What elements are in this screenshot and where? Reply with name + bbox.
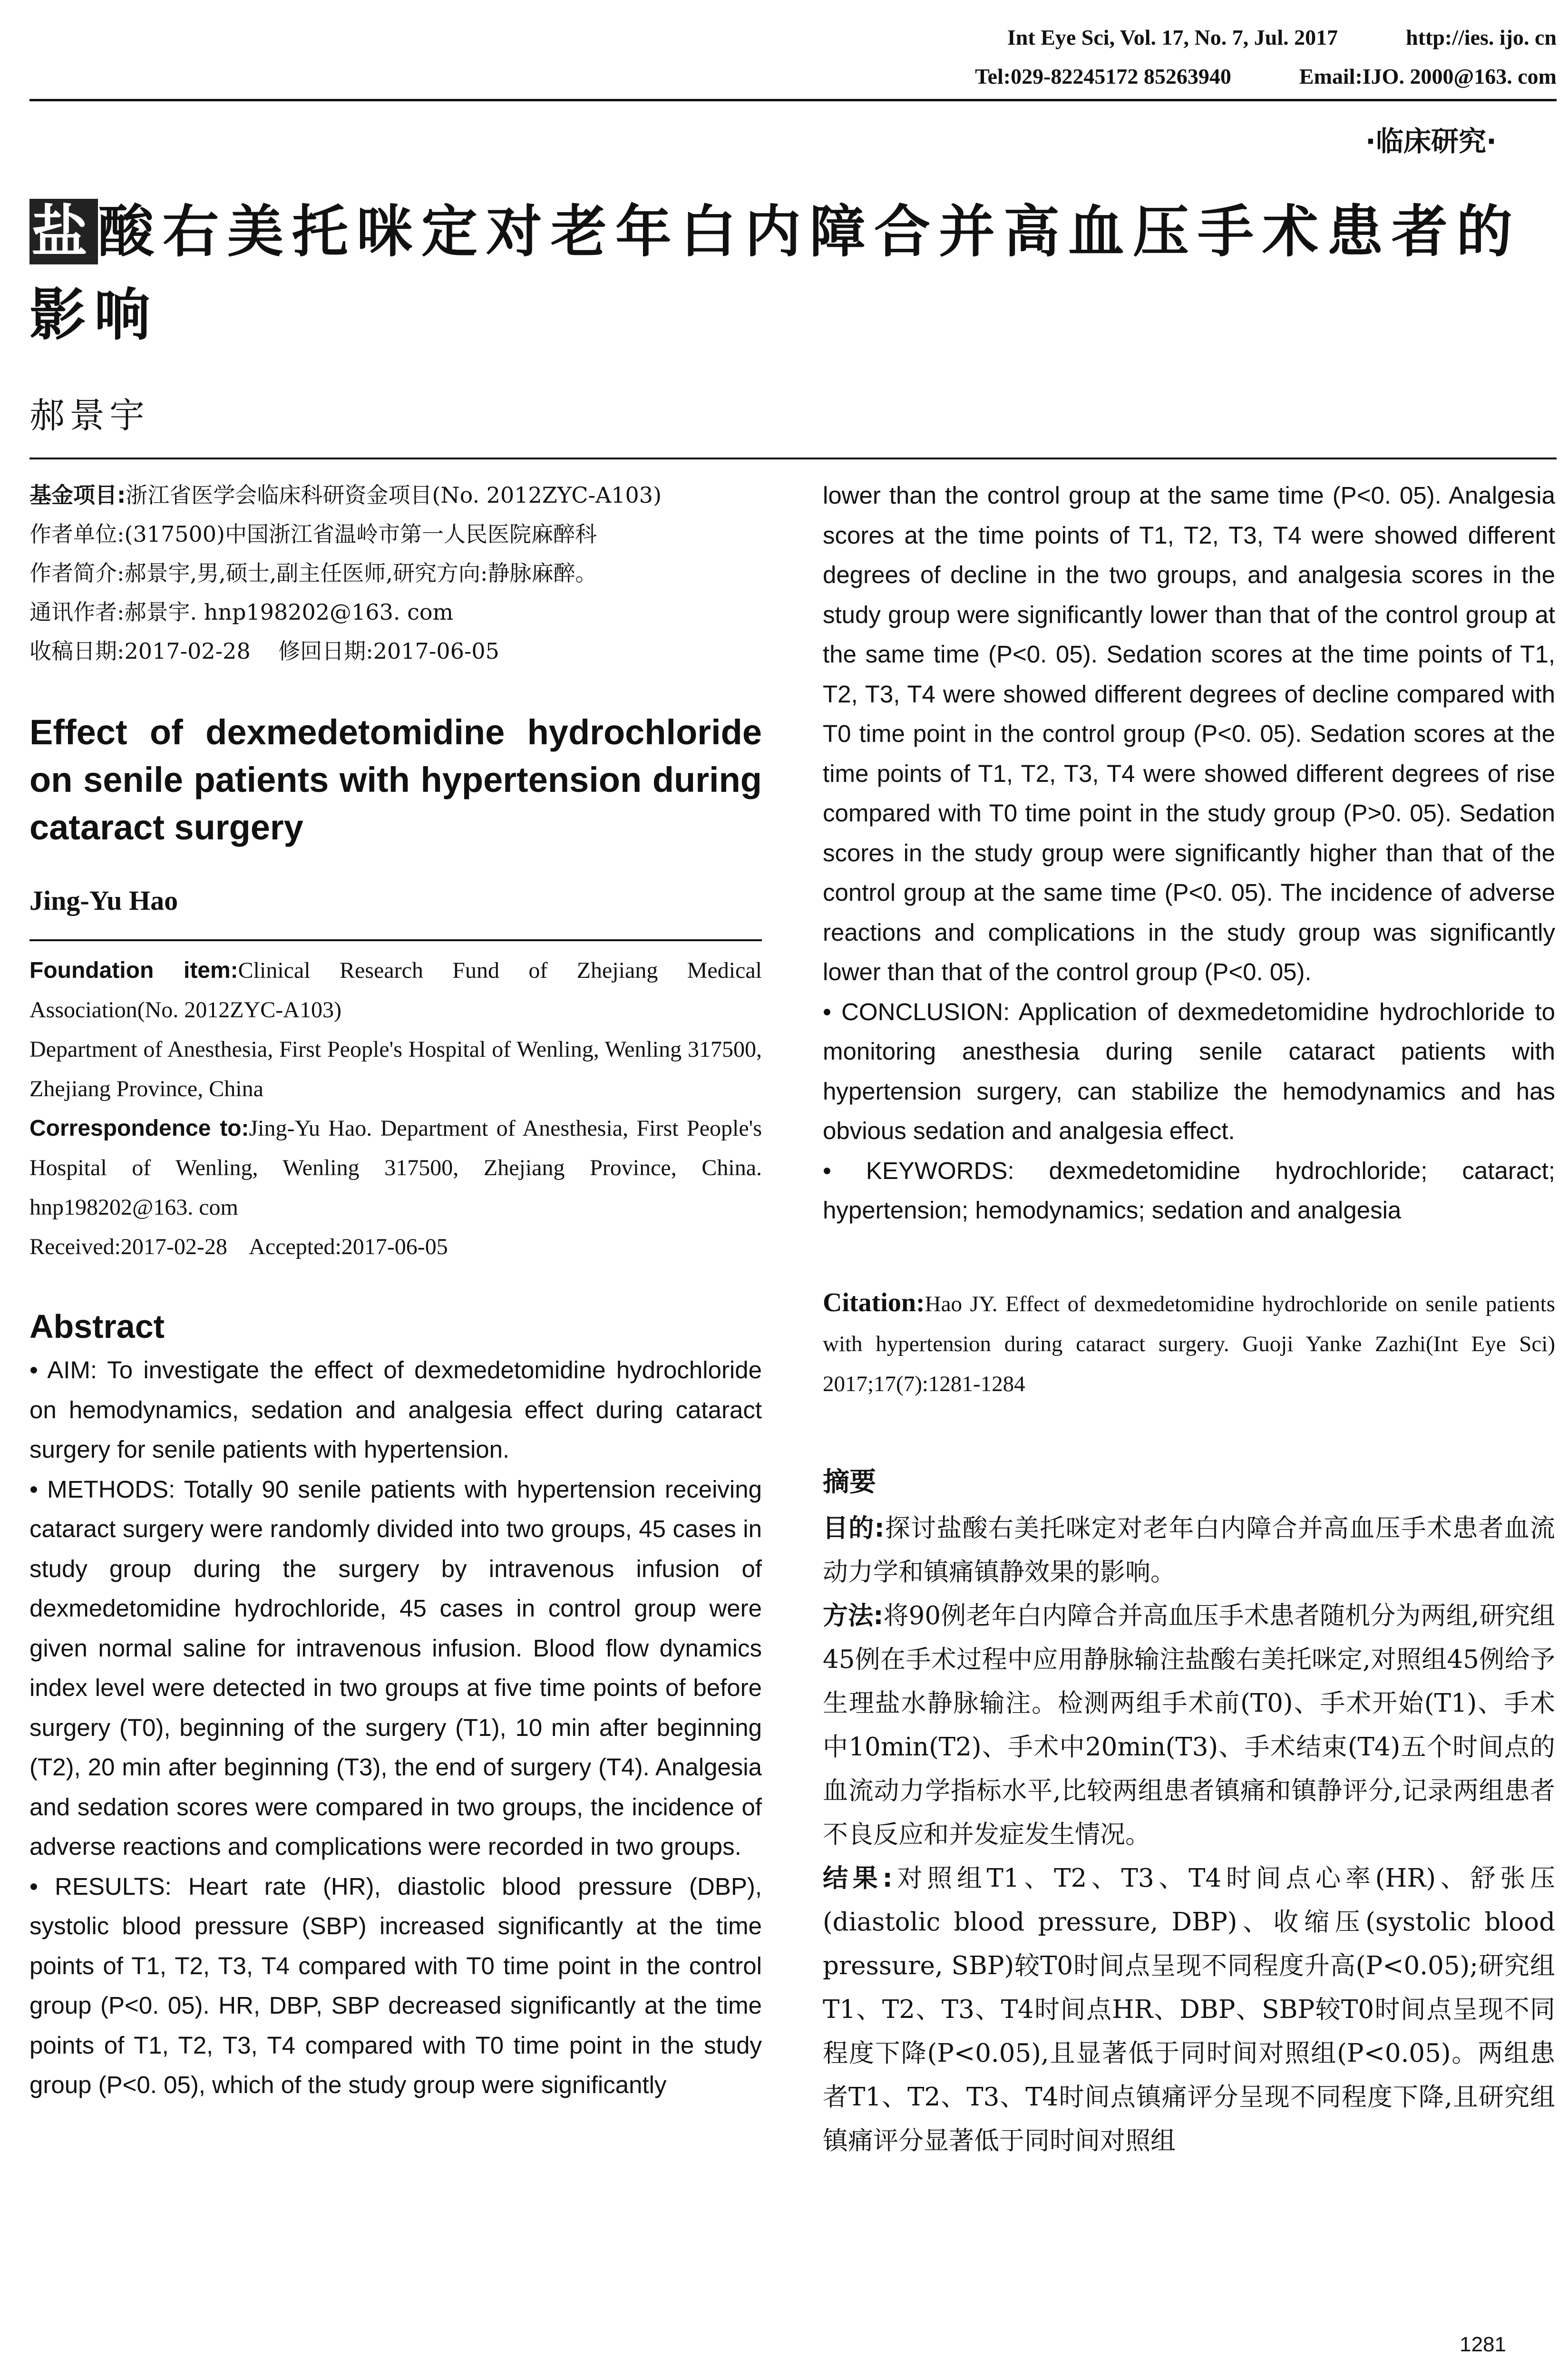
- en-foundation: Foundation item:Clinical Research Fund of Zhejiang Medical Association(No. 2012ZYC-A103): [29, 958, 762, 1023]
- abstract-heading: Abstract: [29, 1308, 165, 1345]
- section-label: ·临床研究·: [1365, 125, 1497, 157]
- zh-dates: 收稿日期:2017-02-28 修回日期:2017-06-05: [29, 638, 499, 664]
- abstract-conclusion: • CONCLUSION: Application of dexmedetomidine hydrochloride to monitoring anesthesia during senile cataract patients with hypertension surgery, can stabilize the hemodynamics and has obvious sedation and analgesia effect.: [823, 998, 1555, 1144]
- chinese-title: [29, 190, 1551, 357]
- en-department: Department of Anesthesia, First People's Hospital of Wenling, Wenling 317500, Zhejiang Province, China: [29, 1037, 762, 1101]
- abstract-aim: • AIM: To investigate the effect of dexmedetomidine hydrochloride on hemodynamics, sedation and analgesia effect during cataract surgery for senile patients with hypertension.: [29, 1356, 762, 1463]
- en-correspondence: Correspondence to:Jing-Yu Hao. Department of Anesthesia, First People's Hospital of Wenling, Wenling 317500, Zhejiang Province, China. hnp198202@163. com: [29, 1116, 762, 1220]
- en-dates: Received:2017-02-28 Accepted:2017-06-05: [29, 1234, 448, 1259]
- abstract-keywords: • KEYWORDS: dexmedetomidine hydrochloride; cataract; hypertension; hemodynamics; sedation and analgesia: [823, 1157, 1555, 1224]
- journal-email: Email:IJO. 2000@163. com: [1299, 64, 1557, 88]
- zh-foundation: 基金项目:浙江省医学会临床科研资金项目(No. 2012ZYC-A103): [29, 482, 662, 508]
- title-rule: [29, 458, 1557, 459]
- header-rule: [29, 99, 1557, 101]
- title-first-char: 盐: [29, 199, 98, 264]
- zh-author-bio: 作者简介:郝景宇,男,硕士,副主任医师,研究方向:静脉麻醉。: [29, 560, 597, 586]
- zh-affiliation: 作者单位:(317500)中国浙江省温岭市第一人民医院麻醉科: [29, 521, 597, 547]
- english-title: Effect of dexmedetomidine hydrochloride on senile patients with hypertension during cataract surgery: [29, 712, 762, 847]
- page-number: 1281: [1460, 2333, 1506, 2356]
- zh-abstract-aim: 目的:探讨盐酸右美托咪定对老年白内障合并高血压手术患者血流动力学和镇痛镇静效果的影响。: [823, 1513, 1555, 1587]
- zh-abstract-results: 结果:对照组T1、T2、T3、T4时间点心率(HR)、舒张压(diastolic blood pressure, DBP)、收缩压(systolic blood pressure, SBP)较T0时间点呈现不同程度升高(P<0.05);研究组T1、T2、T3、T4时间点HR、DBP、SBP较T0时间点呈现不同程度下降(P<0.05),且显著低于同时间对照组(P<0.05)。两组患者T1、T2、T3、T4时间点镇痛评分呈现不同程度下降,且研究组镇痛评分显著低于同时间对照组: [823, 1863, 1555, 2155]
- author-rule: [29, 939, 762, 941]
- chinese-author: 郝景宇: [29, 395, 149, 436]
- journal-citation: Int Eye Sci, Vol. 17, No. 7, Jul. 2017: [1007, 25, 1338, 49]
- left-column: [29, 476, 762, 2105]
- journal-tel: Tel:029-82245172 85263940: [975, 64, 1231, 88]
- english-author: Jing-Yu Hao: [29, 885, 178, 916]
- citation: Citation:Hao JY. Effect of dexmedetomidine hydrochloride on senile patients with hypertension during cataract surgery. Guoji Yanke Zazhi(Int Eye Sci) 2017;17(7):1281-1284: [823, 1287, 1555, 1396]
- journal-website: http://ies. ijo. cn: [1406, 25, 1557, 49]
- abstract-results-part2: lower than the control group at the same time (P<0. 05). Analgesia scores at the time points of T1, T2, T3, T4 were showed different degrees of decline in the two groups, and analgesia scores in the study group were significantly lower than that of the control group at the same time (P<0. 05). Sedation scores at the time points of T1, T2, T3, T4 were showed different degrees of decline compared with T0 time point in the control group (P<0. 05). Sedation scores at the time points of T1, T2, T3, T4 were showed different degrees of rise compared with T0 time point in the study group (P>0. 05). Sedation scores in the study group were significantly higher than that of the control group at the same time (P<0. 05). The incidence of adverse reactions and complications in the study group was significantly lower than that of the control group (P<0. 05).: [823, 482, 1555, 985]
- zh-abstract-heading: 摘要: [823, 1466, 876, 1498]
- zh-correspondence: 通讯作者:郝景宇. hnp198202@163. com: [29, 599, 454, 625]
- zh-abstract-methods: 方法:将90例老年白内障合并高血压手术患者随机分为两组,研究组45例在手术过程中应用静脉输注盐酸右美托咪定,对照组45例给予生理盐水静脉输注。检测两组手术前(T0)、手术开始(T1)、手术中10min(T2)、手术中20min(T3)、手术结束(T4)五个时间点的血流动力学指标水平,比较两组患者镇痛和镇静评分,记录两组患者不良反应和并发症发生情况。: [823, 1601, 1555, 1849]
- abstract-methods: • METHODS: Totally 90 senile patients with hypertension receiving cataract surgery were randomly divided into two groups, 45 cases in study group during the surgery by intravenous infusion of dexmedetomidine hydrochloride, 45 cases in control group were given normal saline for intravenous infusion. Blood flow dynamics index level were detected in two groups at five time points of before surgery (T0), beginning of the surgery (T1), 10 min after beginning (T2), 20 min after beginning (T3), the end of surgery (T4). Analgesia and sedation scores were compared in two groups, the incidence of adverse reactions and complications were recorded in two groups.: [29, 1475, 762, 1860]
- right-column: [823, 476, 1555, 2163]
- title-rest: 酸右美托咪定对老年白内障合并高血压手术患者的影响: [29, 199, 1521, 348]
- running-header-line1: [1007, 25, 1557, 50]
- running-header-line2: [975, 64, 1557, 89]
- abstract-results-part1: • RESULTS: Heart rate (HR), diastolic blood pressure (DBP), systolic blood pressure (SBP) increased significantly at the time points of T1, T2, T3, T4 compared with T0 time point in the control group (P<0. 05). HR, DBP, SBP decreased significantly at the time points of T1, T2, T3, T4 compared with T0 time point in the study group (P<0. 05), which of the study group were significantly: [29, 1872, 762, 2098]
